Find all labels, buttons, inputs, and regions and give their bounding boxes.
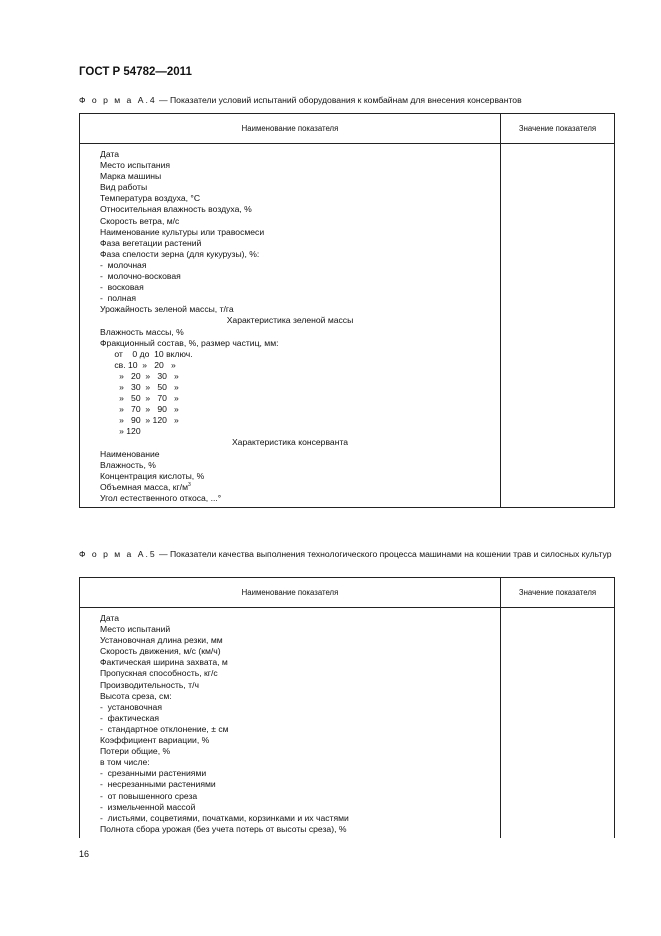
indicator-row — [100, 204, 500, 215]
row-label: Объемная масса, кг/м — [100, 481, 188, 492]
row-label: - восковая — [100, 282, 144, 293]
row-label: » 70 » 90 » — [100, 404, 179, 415]
section-heading — [100, 315, 500, 326]
row-label: Концентрация кислоты, % — [100, 470, 205, 481]
indicator-row — [100, 338, 500, 349]
row-label: Дата — [100, 613, 120, 623]
indicator-row — [100, 371, 500, 382]
form-a4-caption — [79, 95, 619, 107]
indicator-row — [100, 460, 500, 471]
indicator-row — [100, 216, 500, 227]
indicator-row — [100, 646, 500, 657]
indicator-row — [100, 171, 500, 182]
indicator-row — [100, 691, 500, 702]
row-label: - стандартное отклонение, ± см — [100, 723, 229, 734]
form-a5-rows — [80, 608, 500, 838]
indicator-row — [100, 624, 500, 635]
indicator-row — [100, 304, 500, 315]
indicator-row — [100, 746, 500, 757]
indicator-row — [100, 282, 500, 293]
indicator-row — [100, 449, 500, 460]
indicator-row — [100, 349, 500, 360]
indicator-row — [100, 724, 500, 735]
indicator-row — [100, 493, 500, 504]
row-label: Температура воздуха, °С — [100, 193, 201, 204]
row-label: - листьями, соцветиями, початками, корзинками и их частями — [100, 812, 349, 823]
indicator-row — [100, 657, 500, 668]
indicator-row — [100, 382, 500, 393]
form-a5-value-cell[interactable] — [501, 608, 615, 838]
form-a4-table — [79, 113, 615, 508]
indicator-row — [100, 393, 500, 404]
indicator-row — [100, 791, 500, 802]
form-a4-value-cell[interactable] — [501, 144, 615, 508]
row-label: - измельченной массой — [100, 801, 196, 812]
row-label: Наименование культуры или травосмеси — [100, 226, 265, 237]
indicator-row — [100, 149, 500, 160]
row-label: Характеристика консерванта — [231, 437, 349, 448]
superscript: 3 — [187, 481, 191, 488]
row-label: Относительная влажность воздуха, % — [100, 204, 252, 215]
row-label: Вид работы — [100, 182, 148, 193]
indicator-row — [100, 713, 500, 724]
indicator-row — [100, 360, 500, 371]
indicator-row — [100, 824, 500, 835]
row-label: Дата — [100, 149, 120, 159]
indicator-row — [100, 426, 500, 437]
row-label: Коэффициент вариации, % — [100, 735, 210, 746]
row-label: » 50 » 70 » — [100, 393, 179, 404]
row-label: Скорость ветра, м/с — [100, 215, 180, 226]
indicator-row — [100, 680, 500, 691]
section-heading — [100, 437, 500, 448]
row-label: Урожайность зеленой массы, т/га — [100, 304, 234, 315]
indicator-row — [100, 613, 500, 624]
row-label: - установочная — [100, 701, 162, 712]
indicator-row — [100, 768, 500, 779]
row-label: - молочная — [100, 259, 147, 270]
row-label: Производительность, т/ч — [100, 679, 199, 690]
indicator-row — [100, 271, 500, 282]
indicator-row — [100, 702, 500, 713]
form-a5-header-value: Значение показателя — [501, 578, 615, 608]
form-a4-title: — Показатели условий испытаний оборудования к комбайнам для внесения консервантов — [156, 95, 522, 105]
form-a5-label: Ф о р м а А.5 — [79, 549, 157, 559]
row-label: Характеристика зеленой массы — [226, 315, 354, 326]
form-a5-table — [79, 577, 615, 838]
row-label: » 30 » 50 » — [100, 381, 179, 392]
form-a4-header-value: Значение показателя — [501, 114, 615, 144]
row-label: Фракционный состав, %, размер частиц, мм: — [100, 337, 279, 348]
indicator-row — [100, 757, 500, 768]
row-label: в том числе: — [100, 757, 150, 768]
indicator-row — [100, 193, 500, 204]
indicator-row — [100, 238, 500, 249]
indicator-row — [100, 227, 500, 238]
row-label: - несрезанными растениями — [100, 779, 216, 790]
row-label: Влажность, % — [100, 459, 156, 470]
form-a4-label: Ф о р м а А.4 — [79, 95, 157, 105]
row-label: Полнота сбора урожая (без учета потерь от высоты среза), % — [100, 823, 347, 834]
row-label: - молочно-восковая — [100, 271, 181, 282]
row-label: Скорость движения, м/с (км/ч) — [100, 646, 221, 657]
row-label: Влажность массы, % — [100, 326, 184, 337]
row-label: Установочная длина резки, мм — [100, 635, 223, 646]
row-label: Угол естественного откоса, ...° — [100, 492, 222, 503]
indicator-row — [100, 293, 500, 304]
form-a5-title: — Показатели качества выполнения технологического процесса машинами на кошении трав и силосных культур — [156, 549, 612, 559]
row-label: - фактическая — [100, 712, 160, 723]
row-label: » 90 » 120 » — [100, 415, 179, 426]
indicator-row — [100, 735, 500, 746]
indicator-row — [100, 404, 500, 415]
row-label: Марка машины — [100, 171, 162, 182]
document-code: ГОСТ Р 54782—2011 — [79, 66, 192, 78]
row-label: - полная — [100, 293, 137, 304]
indicator-row — [100, 813, 500, 824]
row-label: Фактическая ширина захвата, м — [100, 657, 228, 668]
row-label: Пропускная способность, кг/с — [100, 668, 218, 679]
form-a4-header-name: Наименование показателя — [80, 114, 501, 144]
row-label: св. 10 » 20 » — [100, 359, 176, 370]
row-label: Наименование — [100, 448, 160, 459]
page-number: 16 — [79, 849, 90, 859]
indicator-row — [100, 779, 500, 790]
indicator-row — [100, 635, 500, 646]
indicator-row — [100, 182, 500, 193]
row-label: - срезанными растениями — [100, 768, 207, 779]
row-label: Место испытания — [100, 160, 171, 171]
row-label: - от повышенного среза — [100, 790, 198, 801]
row-label: Высота среза, см: — [100, 690, 172, 701]
row-label: Фаза вегетации растений — [100, 237, 202, 248]
row-label: » 20 » 30 » — [100, 370, 179, 381]
row-label: Потери общие, % — [100, 746, 171, 757]
row-label: » 120 — [100, 426, 141, 437]
indicator-row — [100, 802, 500, 813]
indicator-row — [100, 471, 500, 482]
indicator-row — [100, 415, 500, 426]
indicator-row — [100, 668, 500, 679]
row-label: Фаза спелости зерна (для кукурузы), %: — [100, 248, 260, 259]
form-a4-rows — [80, 144, 500, 507]
indicator-row — [100, 260, 500, 271]
row-label: от 0 до 10 включ. — [100, 348, 193, 359]
row-label: Место испытаний — [100, 624, 171, 635]
indicator-row — [100, 160, 500, 171]
form-a5-caption — [79, 549, 619, 561]
indicator-row — [100, 249, 500, 260]
indicator-row — [100, 482, 500, 493]
indicator-row — [100, 327, 500, 338]
form-a5-header-name: Наименование показателя — [80, 578, 501, 608]
